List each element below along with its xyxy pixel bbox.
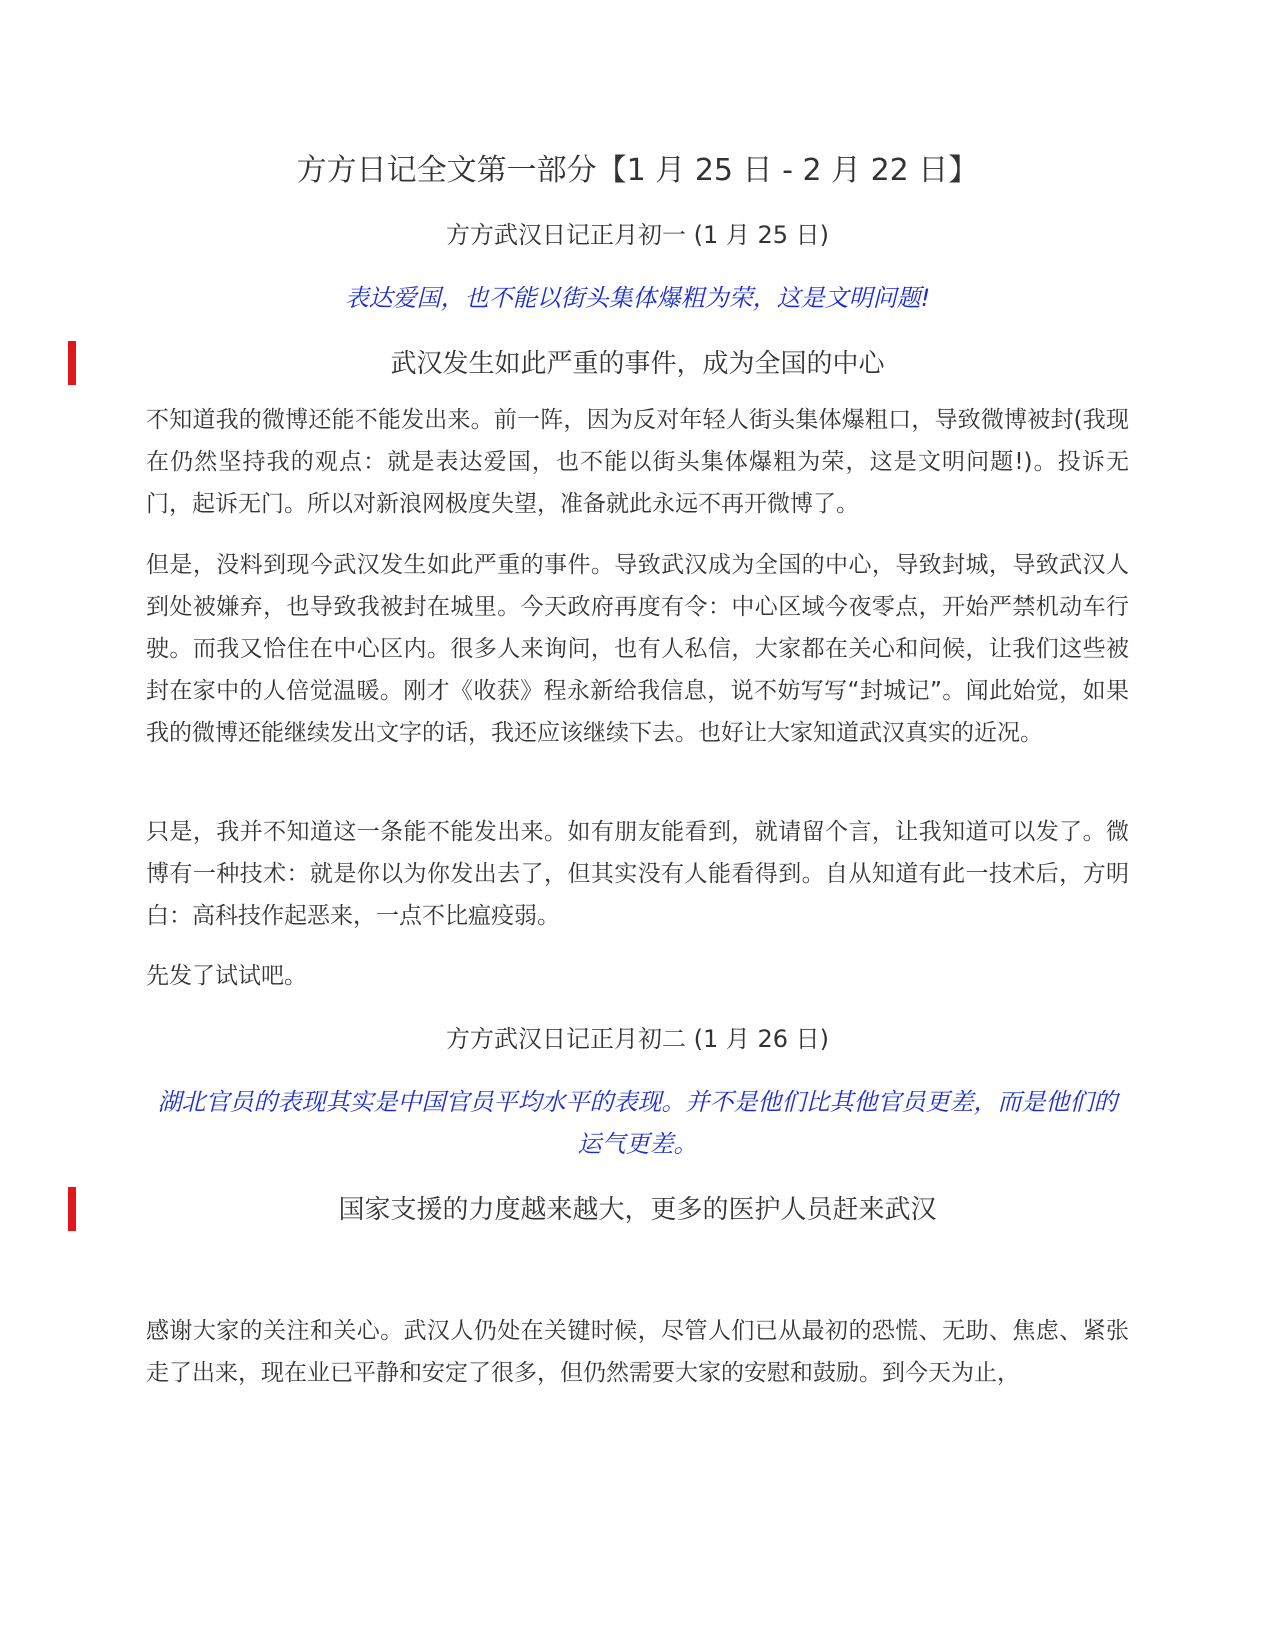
entry-heading: 方方武汉日记正月初二 (1 月 26 日) <box>445 1025 830 1053</box>
paragraph: 但是，没料到现今武汉发生如此严重的事件。导致武汉成为全国的中心，导致封城，导致武汉人到处被嫌弃，也导致我被封在城里。今天政府再度有令：中心区域今夜零点，开始严禁机动车行驶。而我又恰住在中心区内。很多人来询问，也有人私信，大家都在关心和问候，让我们这些被封在家中的人倍觉温暖。刚才《收获》程永新给我信息，说不妨写写“封城记”。闻此始觉，如果我的微博还能继续发出文字的话，我还应该继续下去。也好让大家知道武汉真实的近况。 <box>146 552 1129 746</box>
entry-heading: 方方武汉日记正月初一 (1 月 25 日) <box>445 221 830 249</box>
entry-quote: 表达爱国，也不能以街头集体爆粗为荣，这是文明问题! <box>344 284 931 312</box>
paragraph: 不知道我的微博还能不能发出来。前一阵，因为反对年轻人街头集体爆粗口，导致微博被封(我现在仍然坚持我的观点：就是表达爱国，也不能以街头集体爆粗为荣，这是文明问题!)。投诉无门，起诉无门。所以对新浪网极度失望，准备就此永远不再开微博了。 <box>146 407 1129 517</box>
paragraph: 先发了试试吧。 <box>146 963 307 989</box>
document-title: 方方日记全文第一部分【1 月 25 日 - 2 月 22 日】 <box>296 153 979 188</box>
paragraph: 感谢大家的关注和关心。武汉人仍处在关键时候，尽管人们已从最初的恐慌、无助、焦虑、紧张走了出来，现在业已平静和安定了很多，但仍然需要大家的安慰和鼓励。到今天为止， <box>146 1318 1129 1386</box>
entry-quote: 湖北官员的表现其实是中国官员平均水平的表现。并不是他们比其他官员更差，而是他们的运气更差。 <box>157 1088 1118 1158</box>
section-heading: 国家支援的力度越来越大，更多的医护人员赶来武汉 <box>338 1195 937 1225</box>
section-heading: 武汉发生如此严重的事件，成为全国的中心 <box>390 349 885 379</box>
paragraph: 只是，我并不知道这一条能不能发出来。如有朋友能看到，就请留个言，让我知道可以发了。微博有一种技术：就是你以为你发出去了，但其实没有人能看得到。自从知道有此一技术后，方明白：高科技作起恶来，一点不比瘟疫弱。 <box>146 819 1129 929</box>
